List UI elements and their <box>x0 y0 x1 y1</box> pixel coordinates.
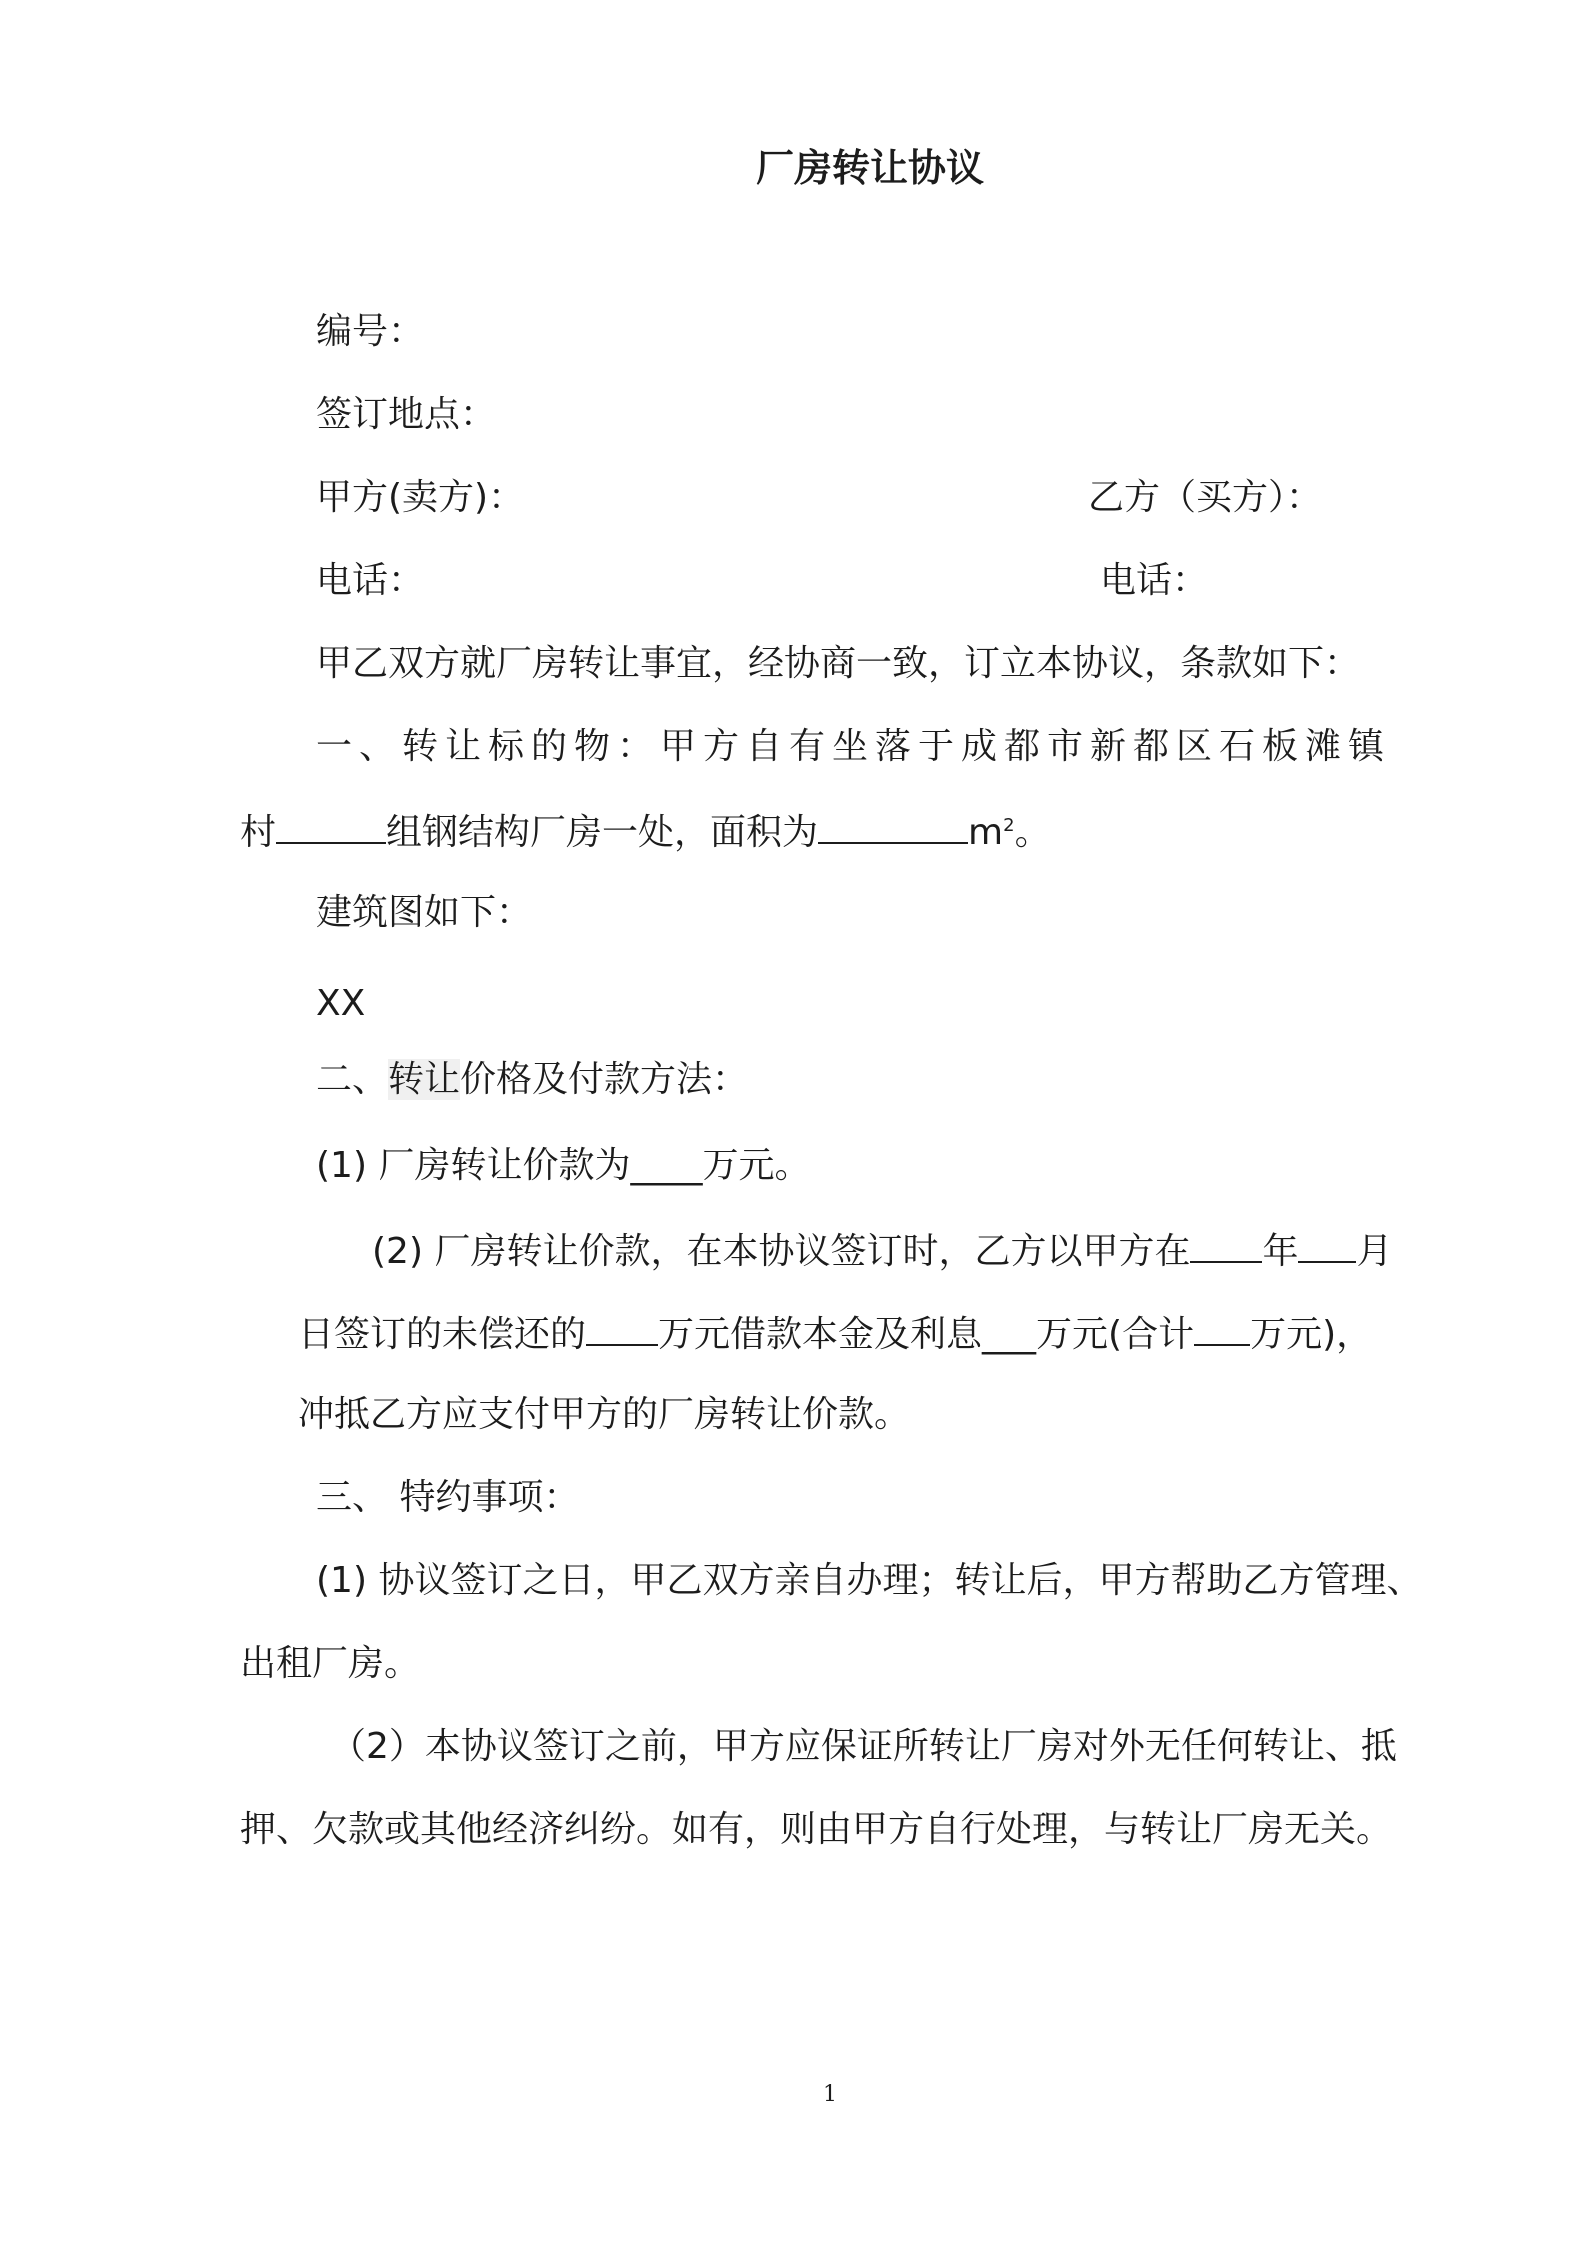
section2-item2-line2 <box>298 1310 1372 1357</box>
factory-desc-text: 组钢结构厂房一处，面积为 <box>386 812 819 853</box>
section2-item1 <box>316 1144 810 1188</box>
interest-text: 万元借款本金及利息 <box>658 1314 983 1355</box>
section3-item2-line2: 押、欠款或其他经济纠纷。如有，则由甲方自行处理，与转让厂房无关。 <box>240 1809 1393 1850</box>
area-unit-sup: 2 <box>1003 815 1015 836</box>
principal-blank <box>586 1310 658 1346</box>
party-a-label: 甲方(卖方)： <box>316 477 525 518</box>
number-label: 编号： <box>316 311 425 352</box>
year-blank <box>1190 1227 1262 1263</box>
month-label: 月 <box>1356 1231 1393 1272</box>
section3-item1-line2: 出租厂房。 <box>240 1643 421 1684</box>
price-text: (1) 厂房转让价款为 <box>316 1145 631 1186</box>
section1-line2 <box>240 808 1051 855</box>
month-blank <box>1298 1227 1356 1263</box>
year-label: 年 <box>1262 1231 1299 1272</box>
area-unit: m <box>968 812 1004 853</box>
village-text: 村 <box>240 812 277 853</box>
total-end-text: 万元)， <box>1250 1314 1373 1355</box>
section2-item2-line3: 冲抵乙方应支付甲方的厂房转让价款。 <box>298 1394 911 1435</box>
section3-heading: 三、 特约事项： <box>316 1477 580 1518</box>
village-group-blank <box>276 808 386 844</box>
page-number: 1 <box>823 2082 837 2107</box>
drawing-placeholder: XX <box>316 983 366 1024</box>
interest-blank: ___ <box>982 1314 1037 1355</box>
section3-item2-line1: （2）本协议签订之前，甲方应保证所转让厂房对外无任何转让、抵 <box>330 1726 1397 1767</box>
section2-number: 二、 <box>316 1059 389 1100</box>
section2-item2-line1 <box>372 1227 1392 1274</box>
phone-a-label: 电话： <box>316 560 425 601</box>
section2-heading-rest: 价格及付款方法： <box>460 1059 749 1100</box>
section2-highlight: 转让 <box>388 1059 461 1100</box>
drawing-label: 建筑图如下： <box>316 892 533 933</box>
signing-place-label: 签订地点： <box>316 394 497 435</box>
line-end-mark: 。 <box>1014 812 1051 853</box>
document-title: 厂房转让协议 <box>755 146 984 190</box>
section1-line1: 一、转让标的物：甲方自有坐落于成都市新都区石板滩镇 <box>316 726 1392 767</box>
payment-text: (2) 厂房转让价款，在本协议签订时，乙方以甲方在 <box>372 1231 1191 1272</box>
price-unit: 万元。 <box>702 1145 811 1186</box>
section2-heading <box>316 1058 748 1102</box>
phone-b-label: 电话： <box>1100 560 1209 601</box>
total-blank <box>1194 1310 1250 1346</box>
price-blank: ____ <box>630 1145 703 1186</box>
section3-item1-line1: (1) 协议签订之日，甲乙双方亲自办理；转让后，甲方帮助乙方管理、 <box>316 1560 1423 1601</box>
total-text: 万元(合计 <box>1036 1314 1195 1355</box>
party-b-label: 乙方（买方）： <box>1088 477 1323 518</box>
area-blank <box>818 808 968 844</box>
intro-paragraph: 甲乙双方就厂房转让事宜，经协商一致，订立本协议，条款如下： <box>316 643 1361 684</box>
loan-text: 日签订的未偿还的 <box>298 1314 587 1355</box>
